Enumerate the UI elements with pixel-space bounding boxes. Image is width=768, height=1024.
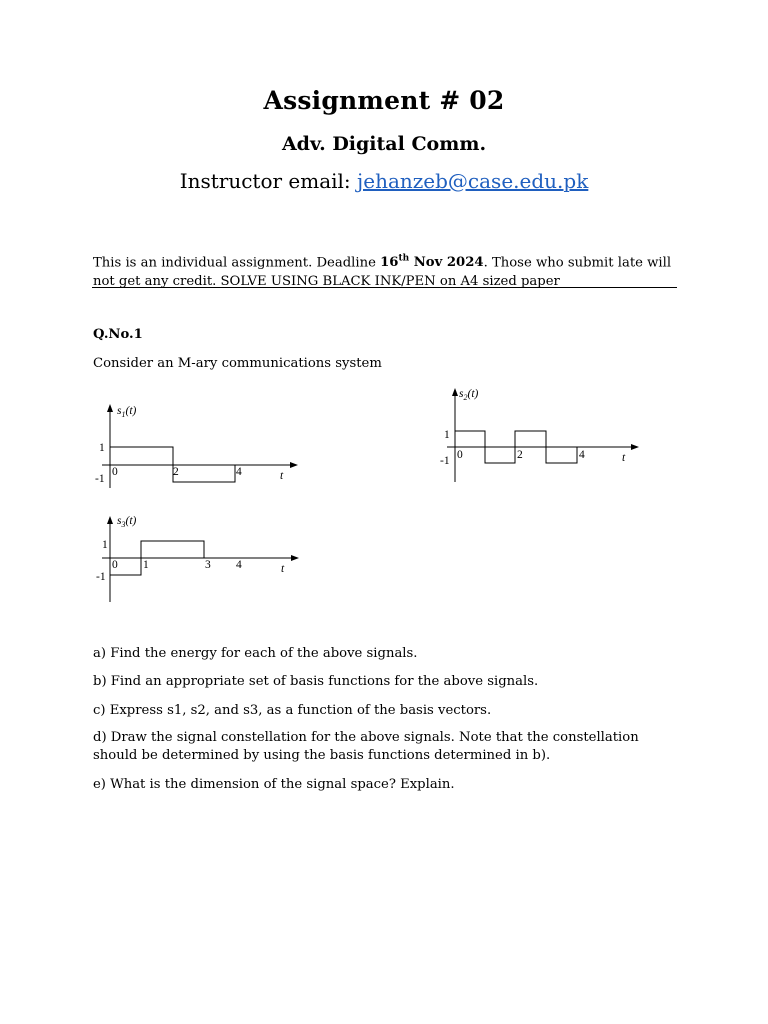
s1-tick-y-1: 1 (99, 442, 105, 454)
instructor-email-line (0, 169, 768, 193)
deadline-date (380, 255, 483, 270)
question-number: Q.No.1 (93, 327, 143, 342)
s1-name: $s_1(t)$ (117, 405, 137, 419)
section-divider (92, 287, 677, 288)
s2-tick-x-0: 0 (457, 449, 463, 461)
deadline-month-year: Nov 2024 (409, 255, 484, 271)
s3-tick-x-4: 4 (236, 559, 242, 571)
s1-tick-x-4: 4 (236, 466, 242, 478)
s1-x-arrow (290, 462, 298, 468)
s2-name: $s_2(t)$ (459, 388, 479, 402)
course-name: Adv. Digital Comm. (281, 133, 487, 155)
s3-x-arrow (291, 555, 299, 561)
s1-axis-t: t (280, 470, 284, 482)
intro-text-start: This is an individual assignment. Deadline (93, 255, 381, 271)
signal-plot-s3 (90, 512, 305, 607)
s2-y-arrow (452, 388, 458, 396)
s1-y-arrow (107, 404, 113, 412)
s3-axis-t: t (281, 563, 285, 575)
s2-tick-x-2: 2 (517, 449, 523, 461)
s3-tick-x-3: 3 (205, 559, 211, 571)
s3-name: $s_3(t)$ (117, 515, 137, 529)
s2-axis-t: t (622, 452, 626, 464)
s2-x-arrow (631, 444, 639, 450)
assignment-title: Assignment # 02 (263, 86, 505, 115)
s1-tick-x-2: 2 (173, 466, 179, 478)
s3-tick-y-1: 1 (102, 539, 108, 551)
s2-tick-y-1: 1 (444, 429, 450, 441)
deadline-day-suffix: th (398, 254, 410, 264)
assignment-instructions (93, 250, 683, 291)
s2-tick-x-4: 4 (579, 449, 585, 461)
deadline-day: 16 (380, 255, 399, 271)
question-part-b: b) Find an appropriate set of basis functions for the above signals. (93, 674, 539, 689)
intro-text-end: . Those who submit late will not get any credit. SOLVE USING BLACK INK/PEN on A4 sized paper (93, 255, 672, 290)
s2-tick-y-neg1: -1 (440, 455, 450, 467)
question-part-e: e) What is the dimension of the signal space? Explain. (93, 777, 455, 792)
email-label: Instructor email: (179, 169, 358, 193)
s1-tick-x-0: 0 (112, 466, 118, 478)
question-prompt: Consider an M-ary communications system (93, 356, 382, 371)
instructor-email-link[interactable]: jehanzeb@case.edu.pk (357, 169, 589, 193)
question-part-d: d) Draw the signal constellation for the above signals. Note that the constellation should be determined by using the basis functions determined in b). (93, 730, 639, 763)
question-part-a: a) Find the energy for each of the above signals. (93, 646, 418, 661)
signal-plot-s1 (90, 398, 305, 493)
s3-tick-x-1: 1 (143, 559, 149, 571)
s3-y-arrow (107, 516, 113, 524)
s3-tick-x-0: 0 (112, 559, 118, 571)
s3-tick-y-neg1: -1 (96, 571, 106, 583)
question-part-c: c) Express s1, s2, and s3, as a function of the basis vectors. (93, 703, 492, 718)
signal-plot-s2 (435, 384, 645, 484)
s1-tick-y-neg1: -1 (95, 473, 105, 485)
